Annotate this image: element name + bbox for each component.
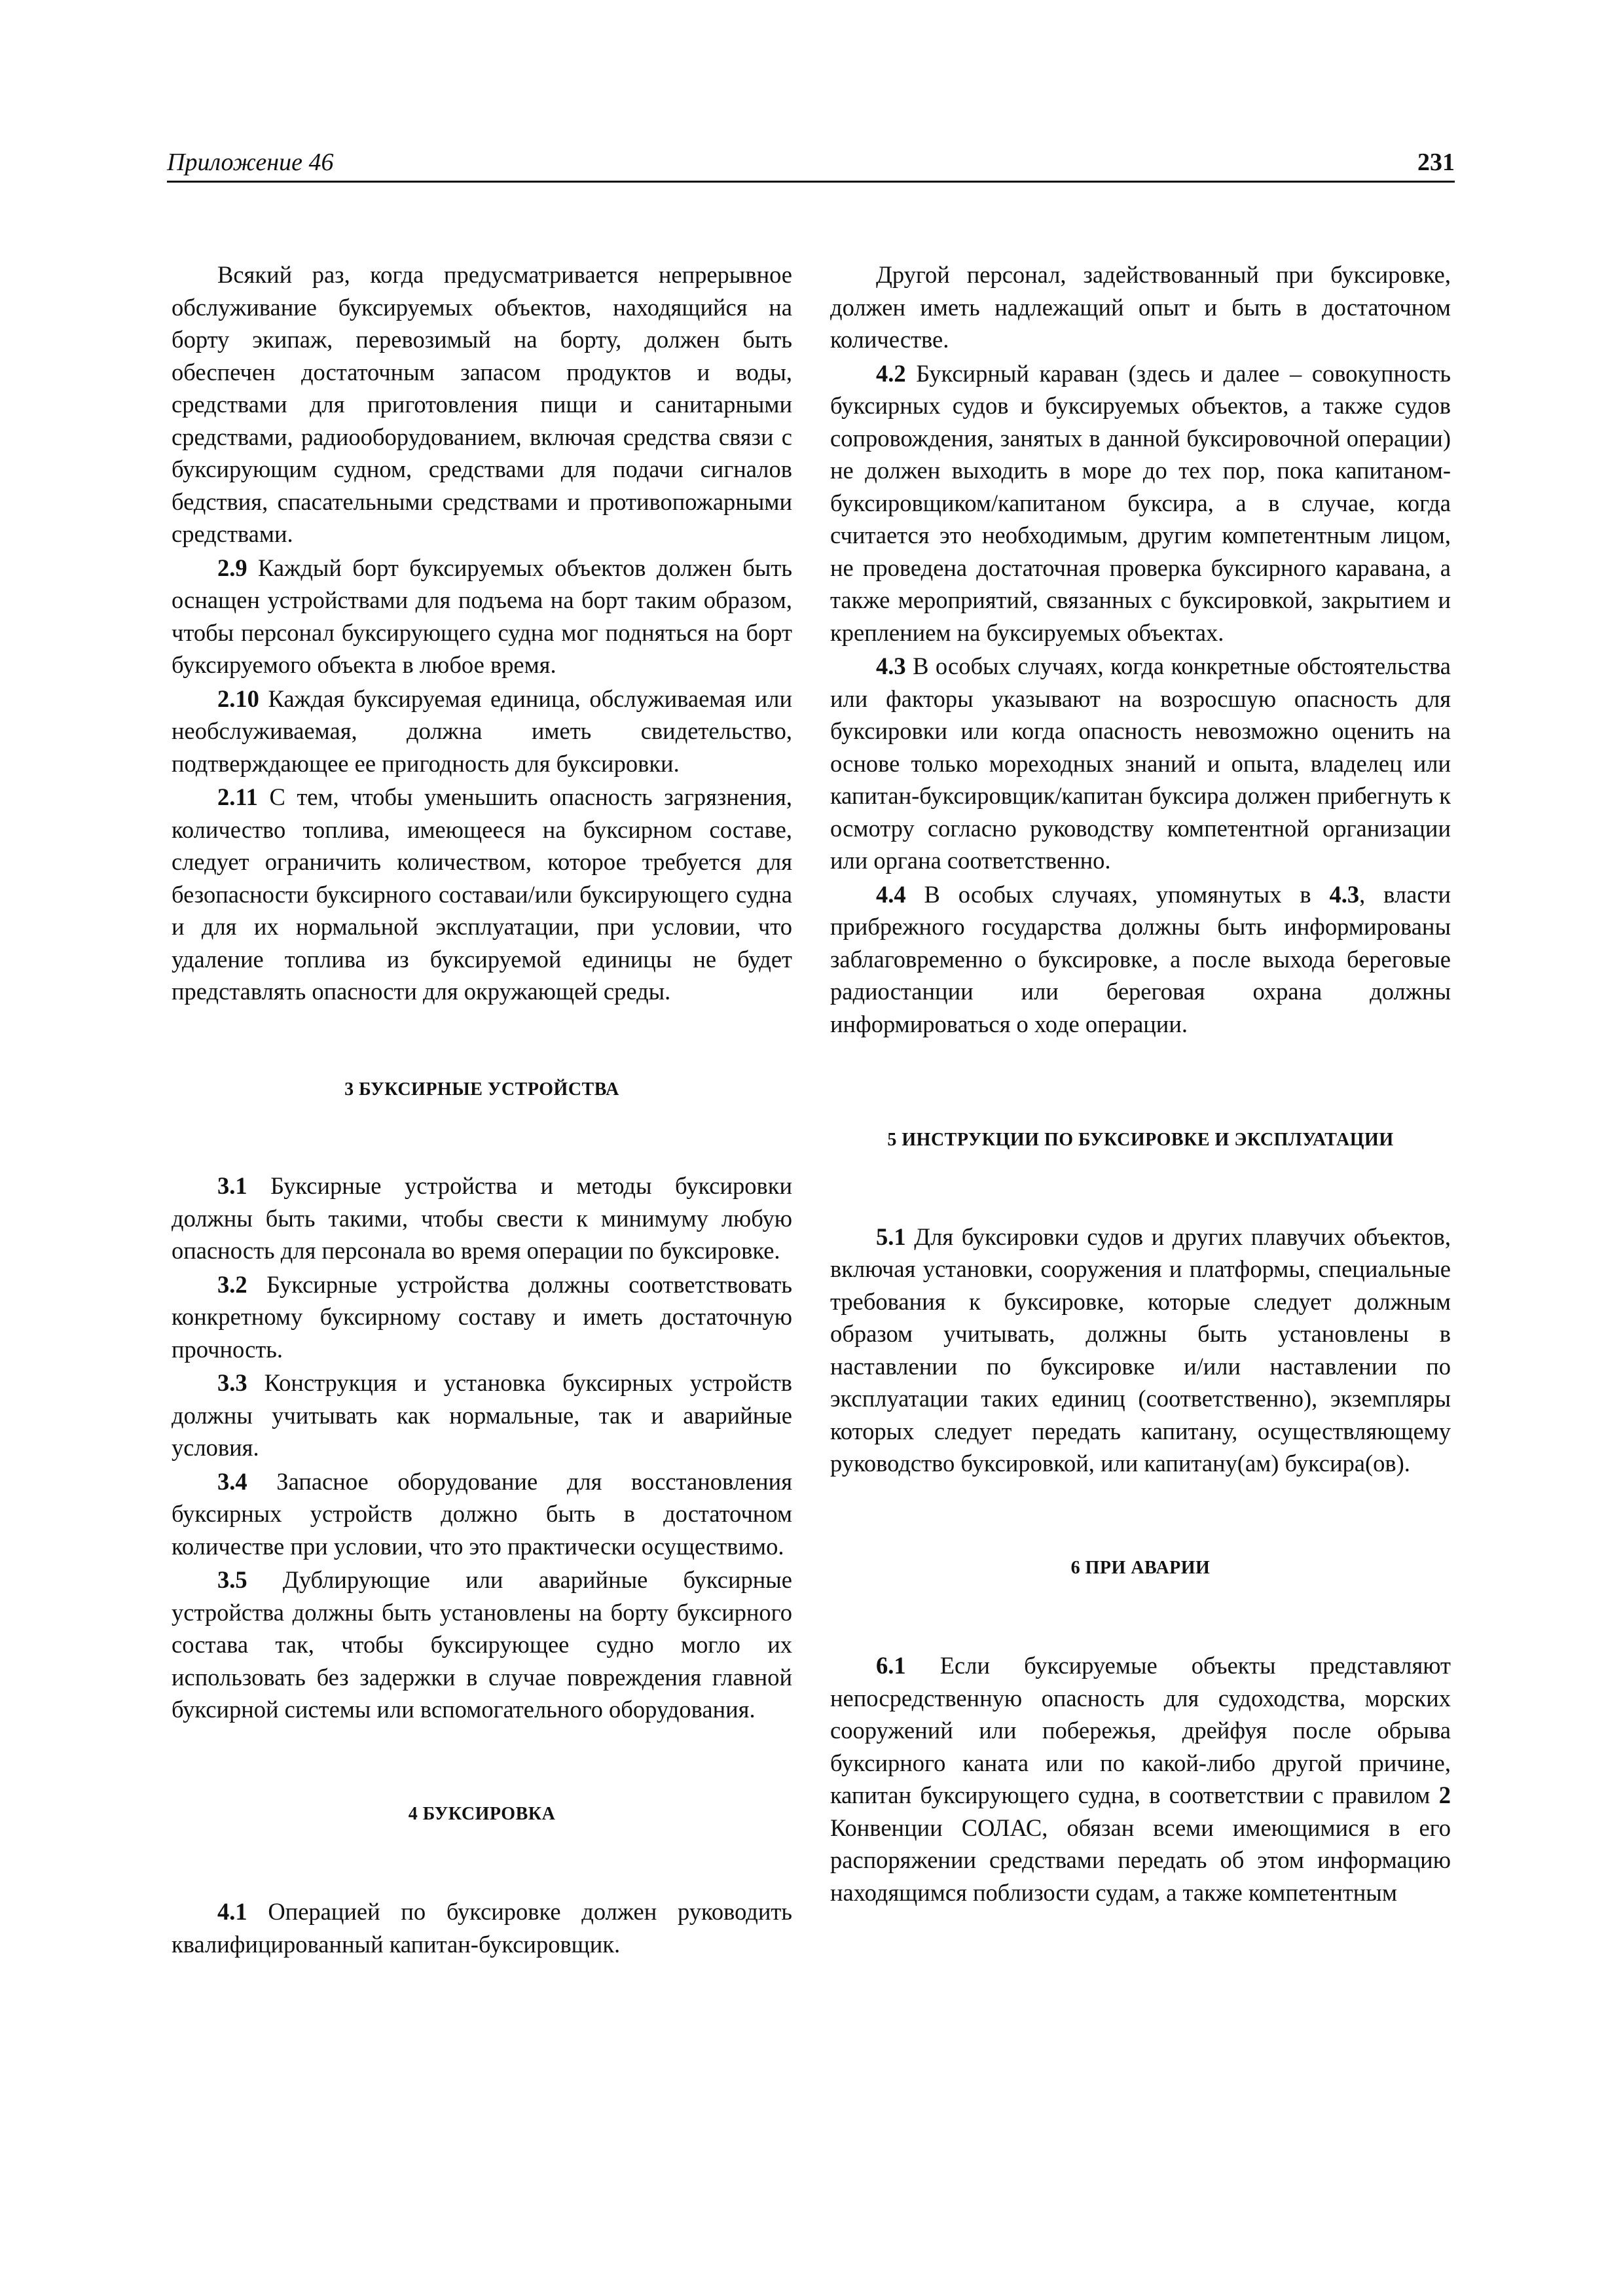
clause-text: С тем, чтобы уменьшить опасность загрязнения, количество топлива, имеющееся на буксирном составе, следует ограничить количеством, которое требуется для безопасности буксирного составаи/или буксирующего судна и для их нормальной эксплуатации, при условии, что удаление топлива из буксируемой единицы не будет представлять опасности для окружающей среды. xyxy=(172,783,793,1005)
paragraph-4-1 xyxy=(172,1895,792,1960)
clause-number: 2.11 xyxy=(217,783,258,810)
clause-number: 4.2 xyxy=(876,359,906,387)
clause-reference: 4.3 xyxy=(1329,880,1360,908)
page-header xyxy=(167,149,1455,183)
clause-number: 3.3 xyxy=(217,1369,247,1396)
section-heading-3: 3 БУКСИРНЫЕ УСТРОЙСТВА xyxy=(344,1079,619,1100)
paragraph-2-11 xyxy=(172,781,792,1008)
clause-reference: 2 xyxy=(1438,1782,1451,1808)
paragraph-5-1 xyxy=(830,1221,1451,1480)
section-heading-4: 4 БУКСИРОВКА xyxy=(408,1803,556,1824)
paragraph-3-1 xyxy=(172,1170,792,1267)
clause-number: 3.4 xyxy=(217,1467,247,1495)
clause-text: В особых случаях, когда конкретные обстоятельства или факторы указывают на возросшую опасность для буксировки или когда опасность невозможно оценить на основе только мореходных знаний и опыта, владелец или капитан-буксировщик/капитан буксира должен прибегнуть к осмотру согласно руководству компетентной организации или органа соответственно. xyxy=(830,653,1451,874)
paragraph-3-2 xyxy=(172,1268,792,1366)
clause-text: Буксирные устройства должны соответствовать конкретному буксирному составу и иметь достаточную прочность. xyxy=(172,1270,792,1363)
clause-number: 5.1 xyxy=(876,1223,906,1250)
clause-text: В особых случаях, упомянутых в xyxy=(924,880,1311,908)
clause-number: 6.1 xyxy=(876,1652,906,1679)
clause-number: 2.10 xyxy=(217,685,259,712)
clause-number: 2.9 xyxy=(217,554,247,581)
clause-number: 3.2 xyxy=(217,1270,247,1298)
clause-text: Буксирные устройства и методы буксировки должны быть такими, чтобы свести к минимуму любую опасность для персонала во время операции по буксировке. xyxy=(172,1172,793,1264)
paragraph-3-4 xyxy=(172,1465,792,1563)
clause-text: Каждая буксируемая единица, обслуживаемая или необслуживаемая, должна иметь свидетельство, подтверждающее ее пригодность для буксировки. xyxy=(172,685,793,777)
clause-text: Дублирующие или аварийные буксирные устройства должны быть установлены на борту буксирного состава так, чтобы буксирующее судно могло их использовать без задержки в случае повреждения главной буксирной системы или вспомогательного оборудования. xyxy=(172,1566,792,1723)
paragraph-intro: Всякий раз, когда предусматривается непрерывное обслуживание буксируемых объектов, находящийся на борту экипаж, перевозимый на борту, должен быть обеспечен достаточным запасом продуктов и воды, средствами для приготовления пищи и санитарными средствами, радиооборудованием, включая средства связи с буксирующим судном, средствами для подачи сигналов бедствия, спасательными средствами и противопожарными средствами. xyxy=(172,261,792,547)
paragraph-2-9 xyxy=(172,552,792,681)
section-heading-5: 5 ИНСТРУКЦИИ ПО БУКСИРОВКЕ И ЭКСПЛУАТАЦИИ xyxy=(887,1130,1394,1150)
clause-text: Операцией по буксировке должен руководить квалифицированный капитан-буксировщик. xyxy=(172,1898,792,1958)
clause-text: Запасное оборудование для восстановления буксирных устройств должно быть в достаточном количестве при условии, что это практически осуществимо. xyxy=(172,1467,792,1560)
clause-text: Буксирный караван (здесь и далее – совокупность буксирных судов и буксируемых объектов, а также судов сопровождения, занятых в данной буксировочной операции) не должен выходить в море до тех пор, пока капитаном-буксировщиком/капитаном буксира, а в случае, когда считается это необходимым, другим компетентным лицом, не проведена достаточная проверка буксирного каравана, а также мероприятий, связанных с буксировкой, закрытием и креплением на буксируемых объектах. xyxy=(830,359,1451,646)
clause-text: Каждый борт буксируемых объектов должен быть оснащен устройствами для подъема на борт таким образом, чтобы персонал буксирующего судна мог подняться на борт буксируемого объекта в любое время. xyxy=(172,554,792,678)
clause-text: Конвенции СОЛАС, обязан всеми имеющимися в его распоряжении средствами передать об этом информацию находящимся поблизости судам, а также компетентным xyxy=(830,1814,1451,1906)
paragraph-4-3 xyxy=(830,650,1451,877)
clause-text: Конструкция и установка буксирных устройств должны учитывать как нормальные, так и аварийные условия. xyxy=(172,1369,792,1461)
clause-number: 4.4 xyxy=(876,880,906,908)
clause-text: Если буксируемые объекты представляют непосредственную опасность для судоходства, морских сооружений или побережья, дрейфуя после обрыва буксирного каната или по какой-либо другой причине, капитан буксирующего судна, в соответствии с правилом xyxy=(830,1652,1451,1808)
clause-number: 4.1 xyxy=(217,1898,247,1925)
paragraph-3-5 xyxy=(172,1564,792,1726)
section-heading-6: 6 ПРИ АВАРИИ xyxy=(1070,1557,1211,1578)
clause-number: 4.3 xyxy=(876,653,906,679)
right-column xyxy=(830,259,1451,1910)
left-column xyxy=(172,259,792,1962)
clause-text: , власти прибрежного государства должны быть информированы заблаговременно о буксировке, а после выхода береговые радиостанции или береговая охрана должны информироваться о ходе операции. xyxy=(830,880,1451,1037)
paragraph-4-4 xyxy=(830,878,1451,1041)
clause-number: 3.1 xyxy=(217,1172,247,1199)
clause-number: 3.5 xyxy=(217,1566,247,1593)
paragraph-2-10 xyxy=(172,683,792,780)
paragraph-4-2 xyxy=(830,357,1451,649)
running-head-section: Приложение 46 xyxy=(167,149,334,176)
paragraph-6-1 xyxy=(830,1649,1451,1909)
page-number: 231 xyxy=(1417,149,1455,176)
paragraph-other-personnel: Другой персонал, задействованный при буксировке, должен иметь надлежащий опыт и быть в достаточном количестве. xyxy=(830,261,1451,353)
clause-text: Для буксировки судов и других плавучих объектов, включая установки, сооружения и платформы, специальные требования к буксировке, которые следует должным образом учитывать, должны быть установлены в наставлении по буксировке и/или наставлении по эксплуатации таких единиц (соответственно), экземпляры которых следует передать капитану, осуществляющему руководство буксировкой, или капитану(ам) буксира(ов). xyxy=(830,1223,1451,1477)
paragraph-3-3 xyxy=(172,1367,792,1464)
